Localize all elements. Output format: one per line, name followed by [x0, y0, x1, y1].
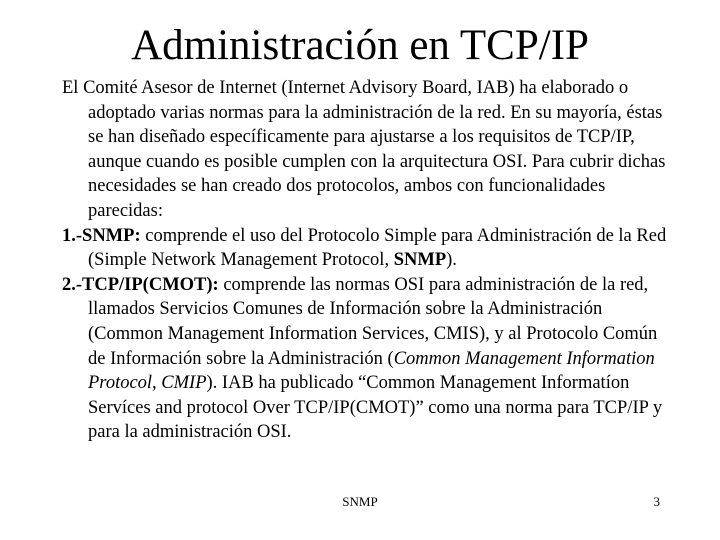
item-cmot-italic: Common Management Information Protocol, CMIP: [88, 348, 655, 394]
item-cmot: [62, 273, 672, 445]
item-snmp-label: 1.-SNMP:: [62, 225, 141, 246]
item-cmot-text-a: comprende las normas OSI para administración de la red, llamados Servicios Comunes de Información sobre la Administración (Common Management Information Services, CMIS), y al Protocolo Común de Información sobre la Administración (: [88, 274, 658, 369]
item-snmp-text-a: comprende el uso del Protocolo Simple para Administración de la Red (Simple Network Management Protocol,: [88, 225, 667, 271]
page-number: 3: [653, 494, 660, 509]
item-snmp-text-b: ).: [446, 250, 457, 271]
item-snmp-bold: SNMP: [393, 250, 447, 271]
intro-paragraph: El Comité Asesor de Internet (Internet Advisory Board, IAB) ha elaborado o adoptado varias normas para la administración de la red. En su mayoría, éstas se han diseñado específicamente para ajustarse a los requisitos de TCP/IP, aunque cuando es posible cumplen con la arquitectura OSI. Para cubrir dichas necesidades se han creado dos protocolos, ambos con funcionalidades parecidas:: [62, 78, 666, 221]
slide-body: [62, 76, 672, 445]
slide-title: Administración en TCP/IP: [131, 22, 589, 69]
item-cmot-text-b: ). IAB ha publicado “Common Management Informatíon Servíces and protocol Over TCP/IP(CMOT)” como una norma para TCP/IP y para la administración OSI.: [88, 373, 663, 443]
footer-title: SNMP: [342, 494, 378, 509]
item-cmot-label: 2.-TCP/IP(CMOT):: [62, 274, 219, 295]
item-snmp: [62, 224, 672, 273]
